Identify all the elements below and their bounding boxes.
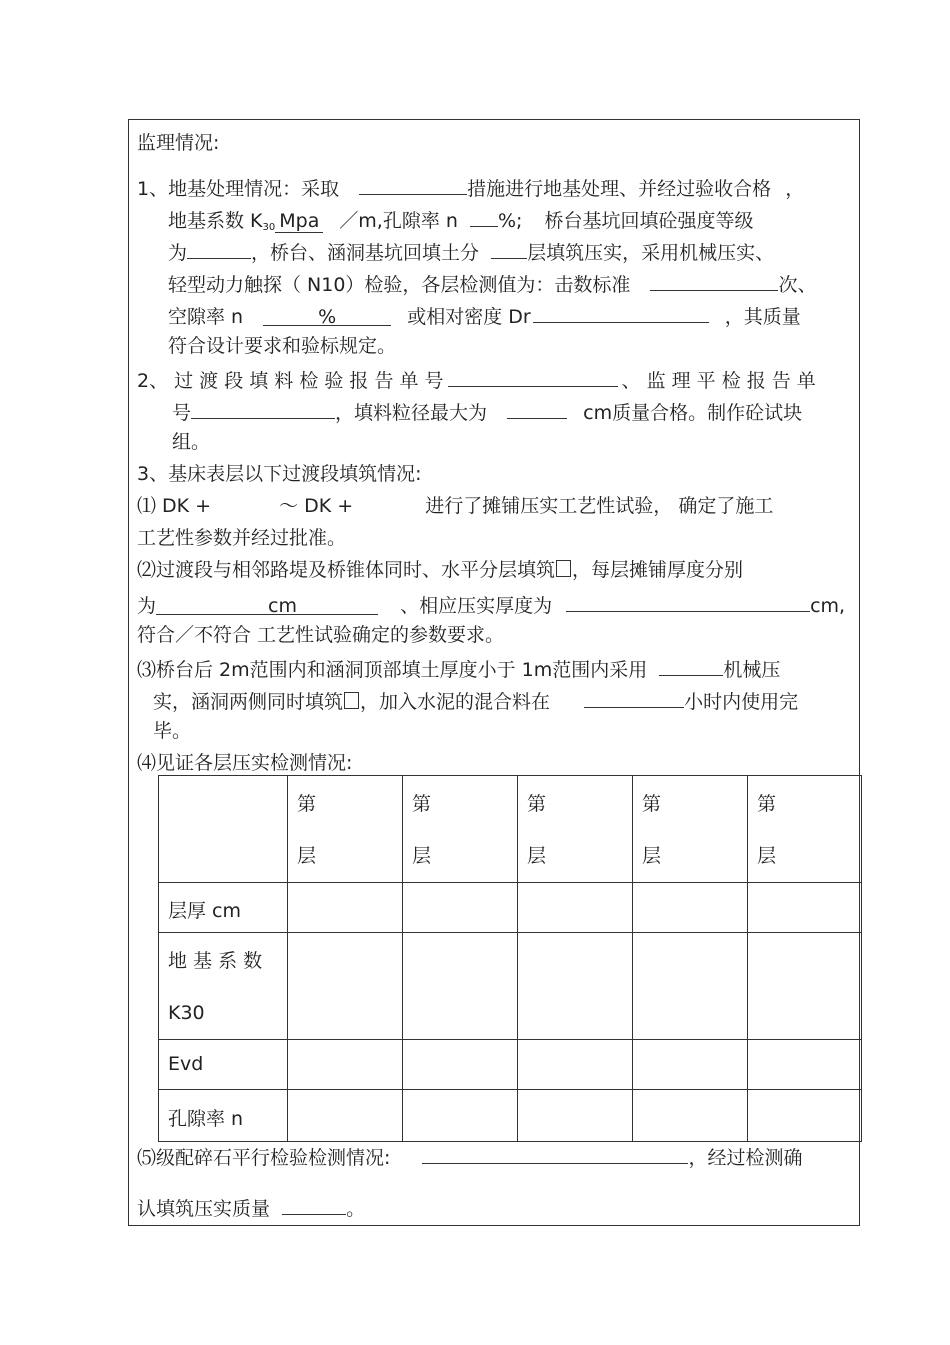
compacted-thickness-blank[interactable] bbox=[566, 591, 810, 612]
table-cell[interactable] bbox=[288, 933, 403, 1040]
row-label-evd: Evd bbox=[159, 1040, 288, 1090]
hours-blank[interactable] bbox=[584, 687, 684, 708]
k30-blank[interactable]: Mpa bbox=[275, 209, 323, 229]
layer-header-cell: 第 层 bbox=[633, 776, 748, 883]
measure-blank[interactable] bbox=[359, 174, 467, 195]
table-row bbox=[159, 1040, 862, 1090]
table-cell[interactable] bbox=[518, 1040, 633, 1090]
item1-line4: 轻型动力触探（ N10）检验，各层检测值为：击数标准 次、 bbox=[168, 270, 817, 297]
table-cell[interactable] bbox=[403, 933, 518, 1040]
table-cell[interactable] bbox=[748, 1040, 862, 1090]
machine-type-blank[interactable] bbox=[659, 655, 723, 676]
item1-line3: 为 ，桥台、涵洞基坑回填土分 层填筑压实，采用机械压实、 bbox=[168, 238, 774, 265]
item3-p2-line1: ⑵过渡段与相邻路堤及桥锥体同时、水平分层填筑 ，每层摊铺厚度分别 bbox=[137, 559, 744, 581]
void-ratio-blank[interactable]: % bbox=[263, 305, 391, 326]
table-cell[interactable] bbox=[403, 1040, 518, 1090]
table-cell[interactable] bbox=[748, 933, 862, 1040]
item3-p3-line3: 毕。 bbox=[153, 720, 192, 742]
item1-line5: 空隙率 n % 或相对密度 Dr ，其质量 bbox=[168, 302, 801, 329]
layer-header-cell: 第 层 bbox=[748, 776, 862, 883]
layer-header-cell: 第 层 bbox=[403, 776, 518, 883]
table-corner-cell bbox=[159, 776, 288, 883]
item2-line2: 号 ，填料粒径最大为 cm质量合格。制作砼试块 bbox=[172, 398, 802, 425]
quality-result-blank[interactable] bbox=[282, 1194, 346, 1215]
table-row bbox=[159, 883, 862, 933]
layer-header-cell: 第 层 bbox=[288, 776, 403, 883]
table-cell[interactable] bbox=[288, 1090, 403, 1142]
item3-p2-line3: 符合／不符合 工艺性试验确定的参数要求。 bbox=[137, 624, 505, 646]
table-cell[interactable] bbox=[748, 883, 862, 933]
item3-title: 3、基床表层以下过渡段填筑情况: bbox=[137, 463, 422, 485]
supervision-report-no-blank[interactable] bbox=[191, 398, 335, 419]
table-cell[interactable] bbox=[633, 1040, 748, 1090]
section-title: 监理情况: bbox=[137, 132, 220, 154]
spread-thickness-blank[interactable]: cm bbox=[156, 594, 378, 615]
fill-report-no-blank[interactable] bbox=[448, 366, 618, 387]
table-header-row bbox=[159, 776, 862, 883]
porosity-blank[interactable] bbox=[470, 206, 498, 227]
strength-grade-blank[interactable] bbox=[187, 238, 251, 259]
table-cell[interactable] bbox=[403, 883, 518, 933]
item5-line1: ⑸级配碎石平行检验检测情况: ，经过检测确 bbox=[137, 1143, 802, 1170]
item3-p1-line2: 工艺性参数并经过批准。 bbox=[137, 527, 347, 549]
relative-density-blank[interactable] bbox=[533, 302, 709, 323]
item3-p3-line2: 实，涵洞两侧同时填筑 ，加入水泥的混合料在 小时内使用完 bbox=[153, 687, 798, 714]
item2-line3: 组。 bbox=[172, 431, 211, 453]
max-grain-size-blank[interactable] bbox=[507, 398, 567, 419]
blow-count-blank[interactable] bbox=[650, 270, 778, 291]
row-label-k30: 地 基 系 数 K30 bbox=[159, 933, 288, 1040]
table-cell[interactable] bbox=[633, 883, 748, 933]
compaction-table bbox=[158, 775, 862, 1142]
item3-p3-line1: ⑶桥台后 2m范围内和涵洞顶部填土厚度小于 1m范围内采用 机械压 bbox=[137, 655, 780, 682]
item3-p4: ⑷见证各层压实检测情况: bbox=[137, 752, 353, 774]
item1-line6: 符合设计要求和验标规定。 bbox=[168, 335, 397, 357]
item3-p2-line2: 为 cm 、相应压实厚度为 cm, bbox=[137, 591, 845, 618]
layer-header-cell: 第 层 bbox=[518, 776, 633, 883]
table-cell[interactable] bbox=[633, 1090, 748, 1142]
table-cell[interactable] bbox=[748, 1090, 862, 1142]
checkbox-layered-fill[interactable] bbox=[556, 560, 571, 577]
item5-line2: 认填筑压实质量 。 bbox=[137, 1194, 365, 1221]
gravel-test-result-blank[interactable] bbox=[422, 1143, 688, 1164]
table-cell[interactable] bbox=[288, 883, 403, 933]
item1-line1: 1、地基处理情况：采取 措施进行地基处理、并经过验收合格 ， bbox=[137, 174, 804, 201]
item2-line1: 2、 过 渡 段 填 料 检 验 报 告 单 号 、 监 理 平 检 报 告 单 bbox=[137, 366, 816, 393]
table-cell[interactable] bbox=[518, 933, 633, 1040]
table-cell[interactable] bbox=[518, 1090, 633, 1142]
table-cell[interactable] bbox=[403, 1090, 518, 1142]
row-label-layer-thickness: 层厚 cm bbox=[159, 883, 288, 933]
checkbox-both-sides-fill[interactable] bbox=[344, 692, 359, 709]
table-row bbox=[159, 1090, 862, 1142]
row-label-porosity: 孔隙率 n bbox=[159, 1090, 288, 1142]
table-row bbox=[159, 933, 862, 1040]
item3-p1-line1: ⑴ DK + ～ DK + 进行了摊铺压实工艺性试验， 确定了施工 bbox=[137, 495, 774, 517]
item1-line2: 地基系数 $K_{30}$ Mpa ／m,孔隙率 n %; 桥台基坑回填砼强度等级 bbox=[168, 206, 754, 240]
table-cell[interactable] bbox=[518, 883, 633, 933]
table-cell[interactable] bbox=[288, 1040, 403, 1090]
table-cell[interactable] bbox=[633, 933, 748, 1040]
layers-blank[interactable] bbox=[491, 238, 527, 259]
